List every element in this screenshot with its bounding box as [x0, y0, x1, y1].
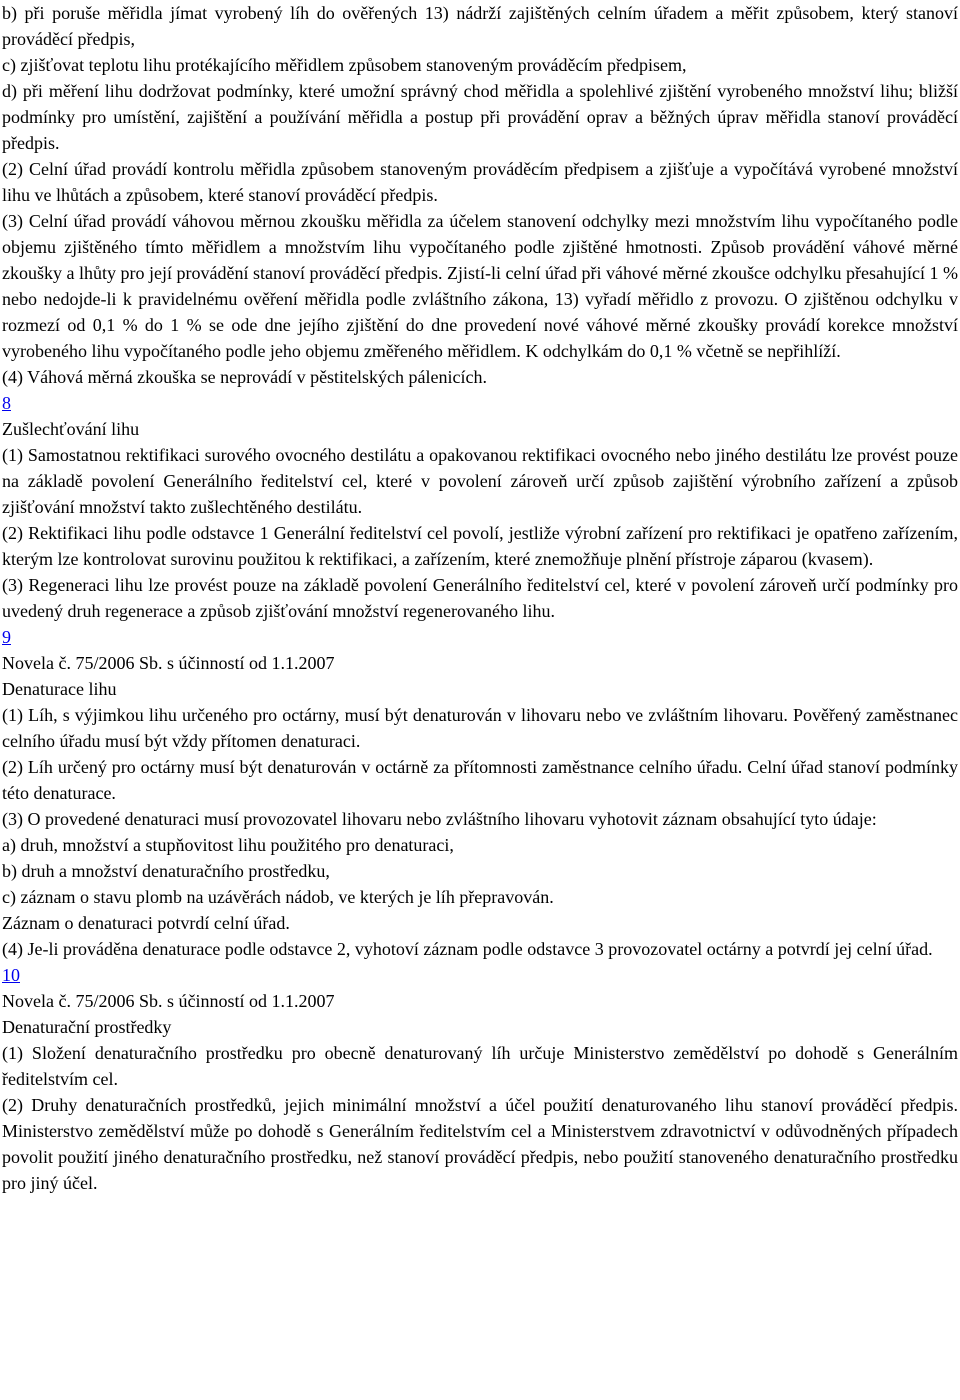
section-10-heading — [2, 962, 958, 988]
section-8-title: Zušlechťování lihu — [2, 419, 140, 439]
paragraph-8-1: (1) Samostatnou rektifikaci surového ovocného destilátu a opakovanou rektifikaci ovocného nebo jiného destilátu lze provést pouze na základě povolení Generálního ředitelství cel, které v povolení zároveň určí způsob zajištění výrobního zařízení a způsob zjišťování množství takto zušlechtěného destilátu. — [2, 445, 958, 517]
paragraph-9-4: (4) Je-li prováděna denaturace podle odstavce 2, vyhotoví záznam podle odstavce 3 provozovatel octárny a potvrdí jej celní úřad. — [2, 939, 933, 959]
paragraph-9-3-note: Záznam o denaturaci potvrdí celní úřad. — [2, 913, 290, 933]
paragraph-7-d: d) při měření lihu dodržovat podmínky, které umožní správný chod měřidla a spolehlivé zjištění vyrobeného množství lihu; bližší podmínky pro umístění, zajištění a používání měřidla a postup při provádění oprav a běžných úprav měřidla stanoví prováděcí předpis. — [2, 81, 958, 153]
paragraph-9-1: (1) Líh, s výjimkou lihu určeného pro octárny, musí být denaturován v lihovaru nebo ve zvláštním lihovaru. Pověřený zaměstnanec celního úřadu musí být vždy přítomen denaturaci. — [2, 705, 958, 751]
paragraph-7-2: (2) Celní úřad provádí kontrolu měřidla způsobem stanoveným prováděcím předpisem a zjišťuje a vypočítává vyrobené množství lihu ve lhůtách a způsobem, které stanoví prováděcí předpis. — [2, 159, 958, 205]
paragraph-9-3: (3) O provedené denaturaci musí provozovatel lihovaru nebo zvláštního lihovaru vyhotovit záznam obsahující tyto údaje: — [2, 809, 877, 829]
section-8-link[interactable]: 8 — [2, 393, 11, 413]
section-10-amendment: Novela č. 75/2006 Sb. s účinností od 1.1.2007 — [2, 991, 335, 1011]
paragraph-8-3: (3) Regeneraci lihu lze provést pouze na základě povolení Generálního ředitelství cel, které v povolení zároveň určí podmínky pro uvedený druh regenerace a způsob zjišťování množství regenerovaného lihu. — [2, 575, 958, 621]
section-9-amendment: Novela č. 75/2006 Sb. s účinností od 1.1.2007 — [2, 653, 335, 673]
paragraph-9-3-a: a) druh, množství a stupňovitost lihu použitého pro denaturaci, — [2, 835, 454, 855]
paragraph-8-2: (2) Rektifikaci lihu podle odstavce 1 Generální ředitelství cel povolí, jestliže výrobní zařízení pro rektifikaci je opatřeno zařízením, kterým lze kontrolovat surovinu použitou k rektifikaci, a zařízením, které znemožňuje plnění přístroje záparou (kvasem). — [2, 523, 958, 569]
section-10-title: Denaturační prostředky — [2, 1017, 172, 1037]
paragraph-9-2: (2) Líh určený pro octárny musí být denaturován v octárně za přítomnosti zaměstnance celního úřadu. Celní úřad stanoví podmínky této denaturace. — [2, 757, 958, 803]
section-10-link[interactable]: 10 — [2, 965, 20, 985]
paragraph-10-1: (1) Složení denaturačního prostředku pro obecně denaturovaný líh určuje Ministerstvo zemědělství po dohodě s Generálním ředitelstvím cel. — [2, 1043, 958, 1089]
section-9-title: Denaturace lihu — [2, 679, 117, 699]
section-9-heading — [2, 624, 958, 650]
paragraph-7-4: (4) Váhová měrná zkouška se neprovádí v pěstitelských pálenicích. — [2, 367, 488, 387]
paragraph-7-b: b) při poruše měřidla jímat vyrobený líh do ověřených 13) nádrží zajištěných celním úřadem a měřit způsobem, který stanoví prováděcí předpis, — [2, 3, 958, 49]
section-8-heading — [2, 390, 958, 416]
section-9-link[interactable]: 9 — [2, 627, 11, 647]
paragraph-10-2: (2) Druhy denaturačních prostředků, jejich minimální množství a účel použití denaturovaného lihu stanoví prováděcí předpis. Ministerstvo zemědělství může po dohodě s Generálním ředitelstvím cel a Ministerstvem zdravotnictví v odůvodněných případech povolit použití jiného denaturačního prostředku, než stanoví prováděcí předpis, nebo použití stanoveného denaturačního prostředku pro jiný účel. — [2, 1095, 958, 1193]
paragraph-7-3: (3) Celní úřad provádí váhovou měrnou zkoušku měřidla za účelem stanovení odchylky mezi množstvím lihu vypočítaného podle objemu zjištěného tímto měřidlem a množstvím lihu vypočítaného podle zjištěné hmotnosti. Způsob provádění váhové měrné zkoušky a lhůty pro její provádění stanoví prováděcí předpis. Zjistí-li celní úřad při váhové měrné zkoušce odchylku přesahující 1 % nebo nedojde-li k pravidelnému ověření měřidla podle zvláštního zákona, 13) vyřadí měřidlo z provozu. O zjištěnou odchylku v rozmezí od 0,1 % do 1 % se ode dne jejího zjištění do dne provedení nové váhové měrné zkoušky provádí korekce množství vyrobeného lihu vypočítaného podle jeho objemu změřeného měřidlem. K odchylkám do 0,1 % včetně se nepřihlíží. — [2, 211, 958, 361]
paragraph-9-3-b: b) druh a množství denaturačního prostředku, — [2, 861, 330, 881]
paragraph-7-c: c) zjišťovat teplotu lihu protékajícího měřidlem způsobem stanoveným prováděcím předpisem, — [2, 55, 687, 75]
paragraph-9-3-c: c) záznam o stavu plomb na uzávěrách nádob, ve kterých je líh přepravován. — [2, 887, 554, 907]
